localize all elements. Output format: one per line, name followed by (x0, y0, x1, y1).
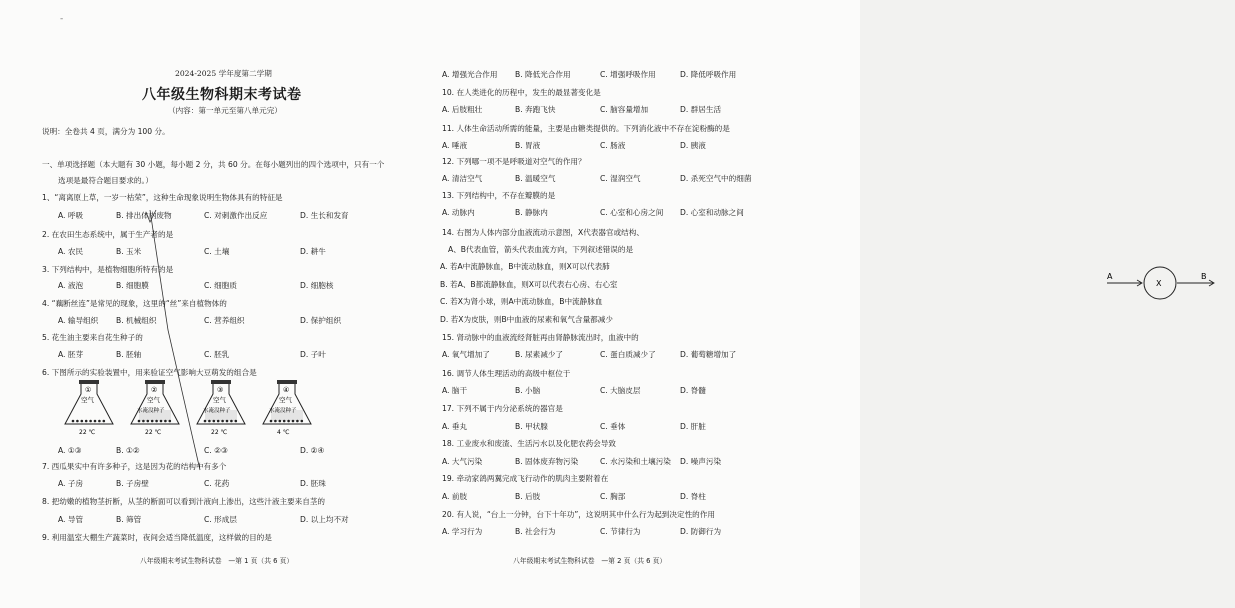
question-stem: 17. 下列不属于内分泌系统的器官是 (442, 404, 563, 413)
answer-option: C. 花药 (204, 479, 230, 488)
question-stem: 12. 下列哪一项不是呼吸道对空气的作用？ (442, 157, 586, 166)
answer-option: B. 社会行为 (515, 527, 556, 536)
question-stem: 2. 在农田生态系统中，属于生产者的是 (42, 230, 174, 239)
question-stem: A、B代表血管，箭头代表血流方向，下列叙述错误的是 (448, 245, 634, 254)
answer-option: B. 固体废弃物污染 (515, 457, 579, 466)
answer-option: C. 节律行为 (600, 527, 641, 536)
school-year: 2024-2025 学年度第二学期 (175, 69, 272, 78)
answer-option: B. 筛管 (116, 515, 142, 524)
answer-option: C. 对刺激作出反应 (204, 211, 268, 220)
answer-option: C. 增强呼吸作用 (600, 70, 656, 79)
question-stem: 16. 调节人体生理活动的高级中枢位于 (442, 369, 571, 378)
flask (263, 380, 311, 436)
corner-mark: - (60, 14, 64, 24)
question-stem: D. 若X为皮肤，则B中血液的尿素和氧气含量都减少 (440, 315, 613, 324)
answer-option: A. ①③ (58, 446, 82, 455)
question-stem: 13. 下列结构中，不存在瓣膜的是 (442, 191, 556, 200)
answer-option: A. 农民 (58, 247, 84, 256)
answer-option: A. 清洁空气 (442, 174, 483, 183)
right-page (430, 0, 1207, 608)
question-stem: 19. 牵动家鸽两翼完成飞行动作的肌肉主要附着在 (442, 474, 609, 483)
flask-air-label: 空气 (213, 396, 226, 404)
flask-air-label: 空气 (279, 396, 292, 404)
answer-option: D. 心室和动脉之间 (680, 208, 744, 217)
vessel-b-label: B (1201, 272, 1207, 281)
answer-option: D. 杀死空气中的细菌 (680, 174, 752, 183)
answer-option: D. 子叶 (300, 350, 326, 359)
answer-option: A. 呼吸 (58, 211, 84, 220)
answer-option: B. ①② (116, 446, 140, 455)
question-stem: 7. 西瓜果实中有许多种子，这是因为花的结构中有多个 (42, 462, 227, 471)
answer-option: D. 防御行为 (680, 527, 722, 536)
answer-option: A. 输导组织 (58, 316, 99, 325)
answer-option: D. 细胞核 (300, 281, 334, 290)
answer-option: C. 细胞质 (204, 281, 237, 290)
experiment-flasks-figure (55, 380, 325, 440)
footer-left: 八年级期末考试生物科试卷 —第 1 页（共 6 页） (140, 557, 294, 565)
answer-option: B. 甲状腺 (515, 422, 548, 431)
answer-option: D. 葡萄糖增加了 (680, 350, 737, 359)
answer-option: B. 奔跑飞快 (515, 105, 556, 114)
exam-note: 说明：全卷共 4 页，满分为 100 分。 (42, 127, 170, 136)
answer-option: A. 氧气增加了 (442, 350, 490, 359)
flask (65, 380, 113, 436)
answer-option: C. 形成层 (204, 515, 237, 524)
answer-option: C. ②③ (204, 446, 228, 455)
question-stem: 15. 肾动脉中的血液流经肾脏再由肾静脉流出时，血液中的 (442, 333, 639, 342)
answer-option: A. 垂丸 (442, 422, 468, 431)
blood-flow-diagram (1105, 266, 1235, 300)
answer-option: A. 动脉内 (442, 208, 475, 217)
answer-option: C. 胚乳 (204, 350, 230, 359)
answer-option: C. 垂体 (600, 422, 626, 431)
answer-option: A. 导管 (58, 515, 84, 524)
answer-option: A. 后肢粗壮 (442, 105, 483, 114)
flask-temperature: 4 ℃ (277, 429, 290, 436)
answer-option: D. 胚珠 (300, 479, 326, 488)
question-stem: 14. 右图为人体内部分血液流动示意图，X代表器官或结构、 (442, 228, 644, 237)
answer-option: D. ②④ (300, 446, 325, 455)
answer-option: B. 小脑 (515, 386, 541, 395)
question-stem: A. 若A中流静脉血，B中流动脉血，则X可以代表肺 (440, 262, 610, 271)
answer-option: D. 噪声污染 (680, 457, 722, 466)
flask-number: ① (85, 386, 92, 394)
answer-option: C. 脑容量增加 (600, 105, 649, 114)
answer-option: A. 前肢 (442, 492, 468, 501)
answer-option: D. 耕牛 (300, 247, 326, 256)
answer-option: B. 玉米 (116, 247, 142, 256)
flask-temperature: 22 ℃ (145, 429, 162, 436)
answer-option: A. 唾液 (442, 141, 468, 150)
flask (197, 380, 245, 436)
answer-option: D. 以上均不对 (300, 515, 349, 524)
flask-water-label: 水淹没种子 (269, 408, 297, 414)
answer-option: C. 蛋白质减少了 (600, 350, 656, 359)
answer-option: B. 排出体内废物 (116, 211, 172, 220)
flask-number: ③ (217, 386, 224, 394)
question-stem: 6. 下图所示的实验装置中，用来验证空气影响大豆萌发的组合是 (42, 368, 257, 377)
flask-water-label: 水淹没种子 (203, 408, 231, 414)
answer-option: D. 生长和发育 (300, 211, 349, 220)
left-page (0, 0, 430, 608)
answer-option: B. 降低光合作用 (515, 70, 571, 79)
question-stem: 5. 花生油主要来自花生种子的 (42, 333, 143, 342)
question-stem: B. 若A、B都流静脉血，则X可以代表右心房、右心室 (440, 280, 618, 289)
question-stem: C. 若X为肾小球，则A中流动脉血，B中流静脉血 (440, 297, 603, 306)
answer-option: B. 后肢 (515, 492, 541, 501)
flask-number: ② (151, 386, 158, 394)
question-stem: 10. 在人类进化的历程中，发生的最显著变化是 (442, 88, 601, 97)
answer-option: B. 胃液 (515, 141, 541, 150)
answer-option: D. 降低呼吸作用 (680, 70, 737, 79)
flask (131, 380, 179, 436)
answer-option: A. 学习行为 (442, 527, 483, 536)
answer-option: A. 胚芽 (58, 350, 84, 359)
answer-option: C. 心室和心房之间 (600, 208, 664, 217)
answer-option: A. 增强光合作用 (442, 70, 498, 79)
answer-option: C. 胸部 (600, 492, 626, 501)
answer-option: D. 肝脏 (680, 422, 706, 431)
answer-option: B. 静脉内 (515, 208, 548, 217)
vessel-a-label: A (1107, 272, 1113, 281)
question-stem: 18. 工业废水和废渣、生活污水以及化肥农药会导致 (442, 439, 616, 448)
answer-option: D. 脊髓 (680, 386, 706, 395)
answer-option: A. 大气污染 (442, 457, 483, 466)
answer-option: D. 胰液 (680, 141, 706, 150)
flask-temperature: 22 ℃ (211, 429, 228, 436)
flask-air-label: 空气 (81, 396, 94, 404)
question-stem: 11. 人体生命活动所需的能量，主要是由糖类提供的。下列消化液中不存在淀粉酶的是 (442, 124, 730, 133)
footer-right: 八年级期末考试生物科试卷 —第 2 页（共 6 页） (513, 557, 667, 565)
answer-option: D. 群居生活 (680, 105, 722, 114)
page-title: 八年级生物科期末考试卷 (142, 87, 302, 103)
answer-option: C. 湿润空气 (600, 174, 641, 183)
exam-scope: （内容：第一单元至第八单元完） (168, 106, 282, 115)
answer-option: B. 胚轴 (116, 350, 142, 359)
answer-option: C. 水污染和土壤污染 (600, 457, 671, 466)
flask-air-label: 空气 (147, 396, 160, 404)
answer-option: D. 保护组织 (300, 316, 342, 325)
flask-number: ④ (283, 386, 290, 394)
question-stem: 4. “藕断丝连”是常见的现象，这里的“丝”来自植物体的 (42, 299, 227, 308)
question-stem: 9. 利用温室大棚生产蔬菜时，夜间会适当降低温度，这样做的目的是 (42, 533, 272, 542)
section-heading-cont: 选项是最符合题目要求的。） (58, 176, 153, 185)
answer-option: C. 营养组织 (204, 316, 245, 325)
answer-option: D. 脊柱 (680, 492, 706, 501)
question-stem: 8. 把幼嫩的植物茎折断，从茎的断面可以看到汁液向上渗出，这些汁液主要来自茎的 (42, 497, 326, 506)
answer-option: B. 温暖空气 (515, 174, 556, 183)
section-heading: 一、单项选择题（本大题有 30 小题，每小题 2 分，共 60 分。在每小题列出的四个选项中，只有一个 (42, 160, 385, 169)
answer-option: B. 机械组织 (116, 316, 157, 325)
flask-temperature: 22 ℃ (79, 429, 96, 436)
answer-option: C. 土壤 (204, 247, 230, 256)
answer-option: C. 大脑皮层 (600, 386, 641, 395)
question-stem: 3. 下列结构中，是植物细胞所特有的是 (42, 265, 174, 274)
answer-option: A. 子房 (58, 479, 84, 488)
answer-option: A. 液泡 (58, 281, 84, 290)
answer-option: A. 脑干 (442, 386, 468, 395)
question-stem: 20. 有人说，“台上一分钟，台下十年功”，这说明其中什么行为起到决定性的作用 (442, 510, 715, 519)
answer-option: B. 细胞膜 (116, 281, 149, 290)
flask-water-label: 水淹没种子 (137, 408, 165, 414)
answer-option: B. 尿素减少了 (515, 350, 564, 359)
answer-option: C. 肠液 (600, 141, 626, 150)
answer-option: B. 子房壁 (116, 479, 149, 488)
organ-x-label: X (1156, 279, 1162, 288)
question-stem: 1、“离离原上草，一岁一枯荣”，这种生命现象说明生物体具有的特征是 (42, 193, 283, 202)
